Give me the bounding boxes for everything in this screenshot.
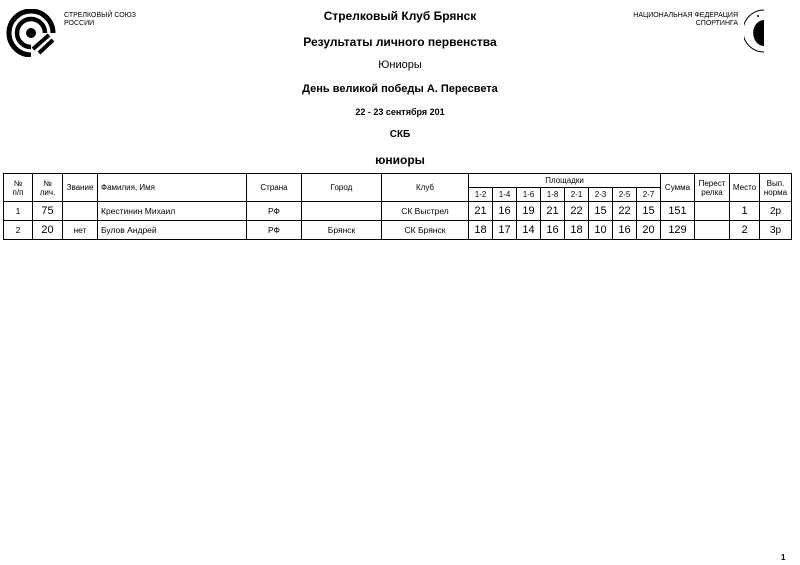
col-header-country: Страна <box>247 174 302 202</box>
cell-score: 22 <box>613 202 637 221</box>
cell-score: 16 <box>493 202 517 221</box>
range-header: 1-8 <box>541 188 565 202</box>
cell-city: Брянск <box>302 221 382 240</box>
range-header: 2-7 <box>637 188 661 202</box>
event-name: День великой победы А. Пересвета <box>302 83 498 95</box>
cell-bib: 20 <box>33 221 63 240</box>
cell-shootoff <box>695 221 730 240</box>
cell-name: Булов Андрей <box>98 221 247 240</box>
range-header: 2-5 <box>613 188 637 202</box>
cell-shootoff <box>695 202 730 221</box>
col-header-name: Фамилия, Имя <box>98 174 247 202</box>
range-header: 1-4 <box>493 188 517 202</box>
club-heading: Стрелковый Клуб Брянск <box>323 9 477 23</box>
right-org-line: СПОРТИНГА <box>695 20 738 27</box>
cell-place: 1 <box>730 202 760 221</box>
cell-score: 10 <box>589 221 613 240</box>
cell-total: 151 <box>661 202 695 221</box>
cell-norm: 3р <box>760 221 792 240</box>
cell-score: 17 <box>493 221 517 240</box>
table-row <box>4 221 792 240</box>
cell-score: 16 <box>541 221 565 240</box>
cell-score: 21 <box>469 202 493 221</box>
col-header-bib: № лич. <box>33 174 63 202</box>
cell-place: 2 <box>730 221 760 240</box>
cell-score: 21 <box>541 202 565 221</box>
cell-score: 18 <box>469 221 493 240</box>
cell-norm: 2р <box>760 202 792 221</box>
table-row <box>4 202 792 221</box>
right-org-line: НАЦИОНАЛЬНАЯ ФЕДЕРАЦИЯ <box>633 12 738 19</box>
left-org-line: РОССИИ <box>64 20 95 27</box>
cell-score: 18 <box>565 221 589 240</box>
category-label: Юниоры <box>378 59 422 71</box>
page-title: Результаты личного первенства <box>303 35 497 49</box>
col-header-city: Город <box>302 174 382 202</box>
header-row <box>4 174 792 188</box>
cell-score: 15 <box>637 202 661 221</box>
cell-score: 14 <box>517 221 541 240</box>
range-header: 1-6 <box>517 188 541 202</box>
col-header-place: Место <box>730 174 760 202</box>
range-header: 2-1 <box>565 188 589 202</box>
group-heading: юниоры <box>375 153 425 167</box>
col-header-num: № п/п <box>4 174 33 202</box>
range-header: 2-3 <box>589 188 613 202</box>
cell-club: СК Брянск <box>382 221 469 240</box>
cell-score: 22 <box>565 202 589 221</box>
left-org-line: СТРЕЛКОВЫЙ СОЮЗ <box>64 12 136 19</box>
col-header-norm: Вып. норма <box>760 174 792 202</box>
cell-score: 16 <box>613 221 637 240</box>
col-header-shootoff: Перест релка <box>695 174 730 202</box>
cell-rank: нет <box>63 221 98 240</box>
cell-num: 1 <box>4 202 33 221</box>
results-table <box>3 173 792 240</box>
cell-score: 19 <box>517 202 541 221</box>
cell-country: РФ <box>247 202 302 221</box>
range-header: 1-2 <box>469 188 493 202</box>
cell-name: Крестинин Михаил <box>98 202 247 221</box>
col-header-total: Сумма <box>661 174 695 202</box>
page-number: 1 <box>781 553 786 562</box>
col-header-ranges: Площадки <box>469 174 661 188</box>
cell-total: 129 <box>661 221 695 240</box>
discipline-label: СКБ <box>389 129 411 140</box>
cell-club: СК Выстрел <box>382 202 469 221</box>
col-header-club: Клуб <box>382 174 469 202</box>
cell-city <box>302 202 382 221</box>
cell-bib: 75 <box>33 202 63 221</box>
col-header-rank: Звание <box>63 174 98 202</box>
cell-country: РФ <box>247 221 302 240</box>
cell-num: 2 <box>4 221 33 240</box>
cell-score: 15 <box>589 202 613 221</box>
cell-rank <box>63 202 98 221</box>
cell-score: 20 <box>637 221 661 240</box>
event-dates: 22 - 23 сентября 201 <box>355 107 445 117</box>
